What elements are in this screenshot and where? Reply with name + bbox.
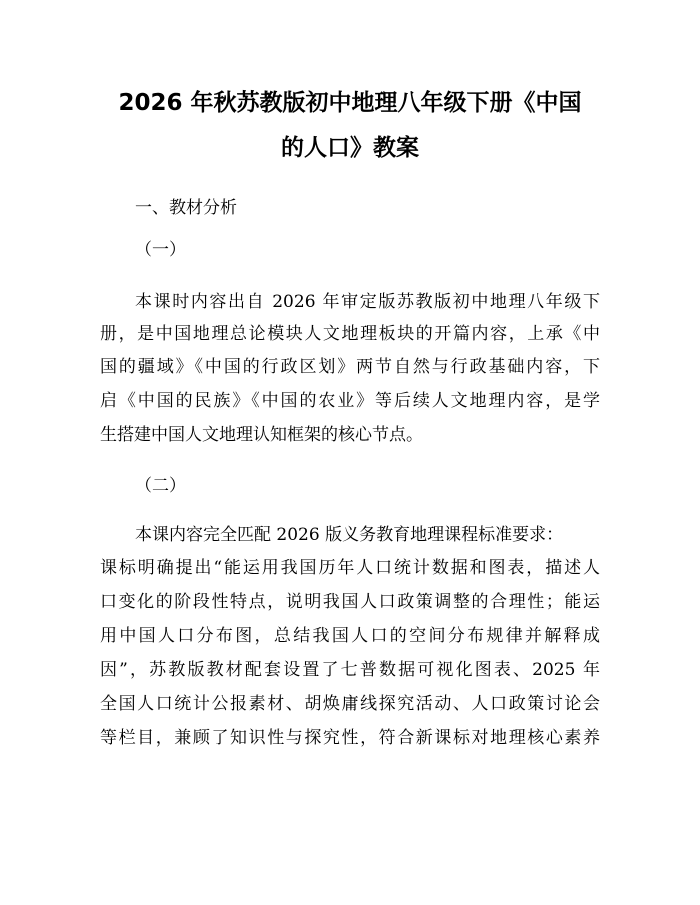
subsection-heading-1: （一） bbox=[135, 240, 186, 260]
document-title-line-2: 的人口》教案 bbox=[281, 135, 419, 161]
document-title-line-1: 2026 年秋苏教版初中地理八年级下册《中国 bbox=[118, 90, 582, 116]
subsection-heading-2: （二） bbox=[135, 476, 186, 496]
paragraph-1-line-1: 本课时内容出自 2026 年审定版苏教版初中地理八年级下 bbox=[135, 292, 600, 312]
paragraph-2-line-7: 等栏目，兼顾了知识性与探究性，符合新课标对地理核心素养 bbox=[100, 728, 600, 748]
paragraph-1-line-4: 启《中国的民族》《中国的农业》等后续人文地理内容，是学 bbox=[100, 391, 600, 411]
paragraph-1-line-3: 国的疆域》《中国的行政区划》两节自然与行政基础内容，下 bbox=[100, 357, 600, 377]
paragraph-1-line-5: 生搭建中国人文地理认知框架的核心节点。 bbox=[100, 425, 423, 445]
paragraph-1-line-2: 册，是中国地理总论模块人文地理板块的开篇内容，上承《中 bbox=[100, 324, 600, 344]
paragraph-2-line-3: 口变化的阶段性特点，说明我国人口政策调整的合理性；能运 bbox=[100, 592, 600, 612]
paragraph-2-line-4: 用中国人口分布图，总结我国人口的空间分布规律并解释成 bbox=[100, 626, 600, 646]
paragraph-2-line-6: 全国人口统计公报素材、胡焕庸线探究活动、人口政策讨论会 bbox=[100, 694, 600, 714]
paragraph-2-line-1: 本课内容完全匹配 2026 版义务教育地理课程标准要求： bbox=[135, 525, 564, 545]
paragraph-2-line-2: 课标明确提出“能运用我国历年人口统计数据和图表，描述人 bbox=[100, 558, 600, 578]
section-heading: 一、教材分析 bbox=[135, 198, 237, 218]
paragraph-2-line-5: 因”，苏教版教材配套设置了七普数据可视化图表、2025 年 bbox=[100, 660, 600, 680]
